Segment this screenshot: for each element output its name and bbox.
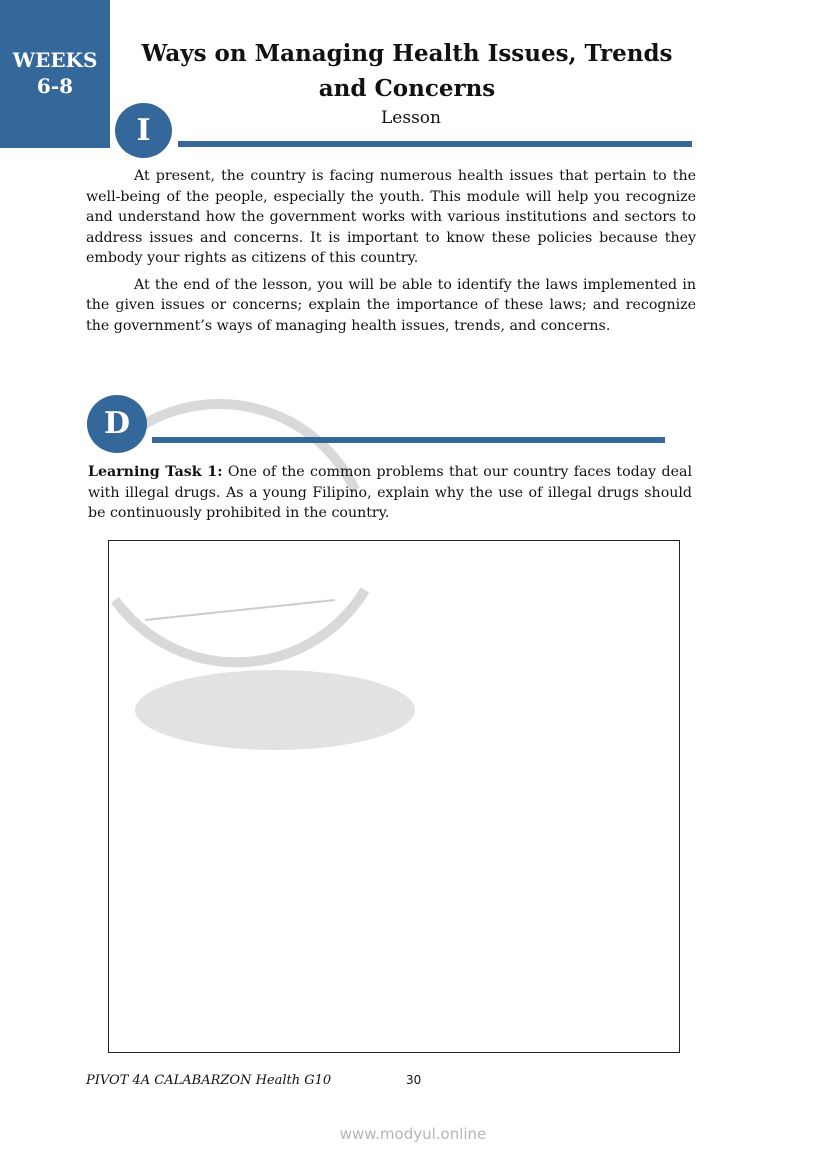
weeks-badge bbox=[0, 0, 110, 148]
weeks-label: WEEKS bbox=[12, 48, 98, 72]
task-label: Learning Task 1: bbox=[88, 464, 223, 480]
section-i-badge: I bbox=[115, 103, 172, 158]
footer-text: PIVOT 4A CALABARZON Health G10 bbox=[86, 1073, 332, 1088]
title-line-2: and Concerns bbox=[318, 75, 496, 102]
task-text: One of the common problems that our country faces today deal with illegal drugs. As a young Filipino, explain why the use of illegal drugs should be continuously prohibited in the country. bbox=[88, 464, 692, 521]
page-number: 30 bbox=[406, 1073, 422, 1087]
page-title bbox=[120, 36, 694, 106]
learning-task bbox=[88, 462, 692, 524]
section-divider bbox=[152, 437, 665, 443]
section-label: Lesson bbox=[381, 108, 441, 128]
section-divider bbox=[178, 141, 692, 147]
title-line-1: Ways on Managing Health Issues, Trends bbox=[141, 40, 673, 67]
paragraph: At the end of the lesson, you will be able to identify the laws implemented in the given issues or concerns; explain the importance of these laws; and recognize the government’s ways of managing health issues, trends, and concerns. bbox=[86, 276, 696, 334]
lesson-text bbox=[86, 166, 696, 336]
weeks-range: 6-8 bbox=[36, 74, 74, 98]
site-watermark: www.modyul.online bbox=[339, 1125, 487, 1143]
answer-box[interactable] bbox=[108, 540, 680, 1053]
section-d-badge: D bbox=[87, 395, 147, 453]
paragraph: At present, the country is facing numerous health issues that pertain to the well-being of the people, especially the youth. This module will help you recognize and understand how the government works with various institutions and sectors to address issues and concerns. It is important to know these policies because they embody your rights as citizens of this country. bbox=[86, 168, 696, 266]
